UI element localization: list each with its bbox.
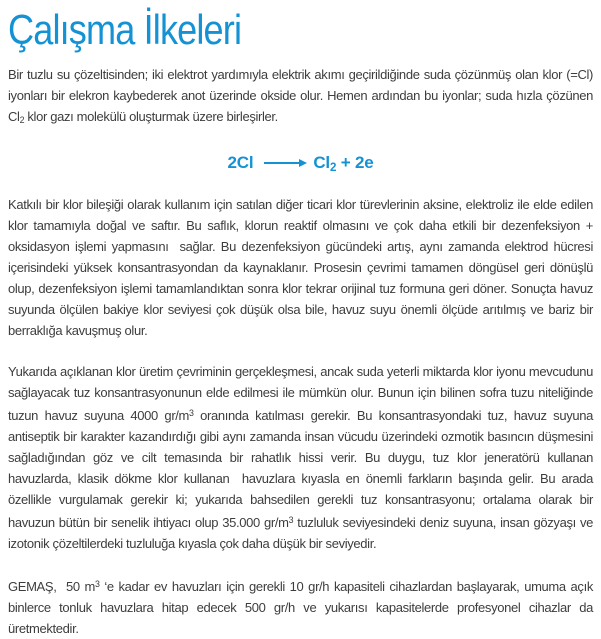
- page-title: Çalışma İlkeleri: [8, 6, 242, 53]
- reaction-arrow-icon: [264, 162, 300, 164]
- purity-paragraph: Katkılı bir klor bileşiği olarak kullanım için satılan diğer ticari klor türevlerinin aksine, elektroliz ile elde edilen klor tamamıyla doğal ve saftır. Bu saflık, klorun reaktif olmasını ve çok daha etkili bir dezenfeksiyon + oksidasyon işlemi yapmasını sağlar. Bu dezenfeksiyon gücündeki artış, aynı zamanda elektrod hücresi içerisindeki yüksek konsantrasyondan da kaynaklanır. Prosesin çevrimi tamamen döngüsel geri dönüşlü olup, dezenfeksiyon işlemi tamamlandıktan sonra klor tekrar orijinal tuz formuna geri döner. Sonuçta havuz suyunda ölçülen bakiye klor seviyesi çok düşük olsa bile, havuz suyu önemli ölçüde arıtılmış ve bariz bir berraklığa kavuşmuş olur.: [8, 197, 600, 339]
- gemas-products-paragraph: GEMAŞ, 50 $m^3$ ‘e kadar ev havuzları için gerekli 10 gr/h kapasiteli cihazlardan başlayarak, umuma açık binlerce tonluk havuzlara hitap edecek 500 gr/h ve yukarısı kapasitelerde profesyonel cihazlar da üretmektedir.: [8, 578, 597, 636]
- salt-concentration-paragraph: Yukarıda açıklanan klor üretim çevriminin gerçekleşmesi, ancak suda yeterli miktarda klor iyonu mevcudunu sağlayacak tuz konsantrasyonunun elde edilmesi ile mümkün olur. Bunun için bilinen sofra tuzu niteliğinde tuzun havuz suyuna 4000 $gr/m^3$ oranında katılması gerekir. Bu konsantrasyondaki tuz, havuz suyuna antiseptik bir karakter kazandırdığı gibi aynı zamanda insan vücudu üzerindeki ozmotik basıncın düşmesini sağladığından göz ve cilt temasında bir rahatlık hissi verir. Bu duygu, tuz klor jeneratörü kullanan havuzlarda, klasik dökme klor kullanan havuzlara kıyasla en önemli farkların başında gelir. Bu arada özellikle vurgulamak gerekir ki; yukarıda bahsedilen gerekli tuz konsantrasyonu; ortalama olarak bir havuzun bütün bir senelik ihtiyacı olup 35.000 $gr/m^3$ tuzluluk seviyesindeki deniz suyuna, insan gözyaşı ve izotonik çözeltilerdeki tuzluluğa kıyasla çok daha düşük bir seviyedir.: [8, 364, 597, 552]
- chemistry-formula: 2Cl Cl2 + 2e: [227, 153, 374, 175]
- intro-paragraph: Bir tuzlu su çözeltisinden; iki elektrot yardımıyla elektrik akımı geçirildiğinde suda çözünmüş olan klor (=Cl) iyonları bir elekron kaybederek anot üzerinde okside olur. Hemen ardından bu iyonlar; suda hızla çözünen Cl2 klor gazı molekülü oluşturmak üzere birleşirler.: [8, 67, 600, 126]
